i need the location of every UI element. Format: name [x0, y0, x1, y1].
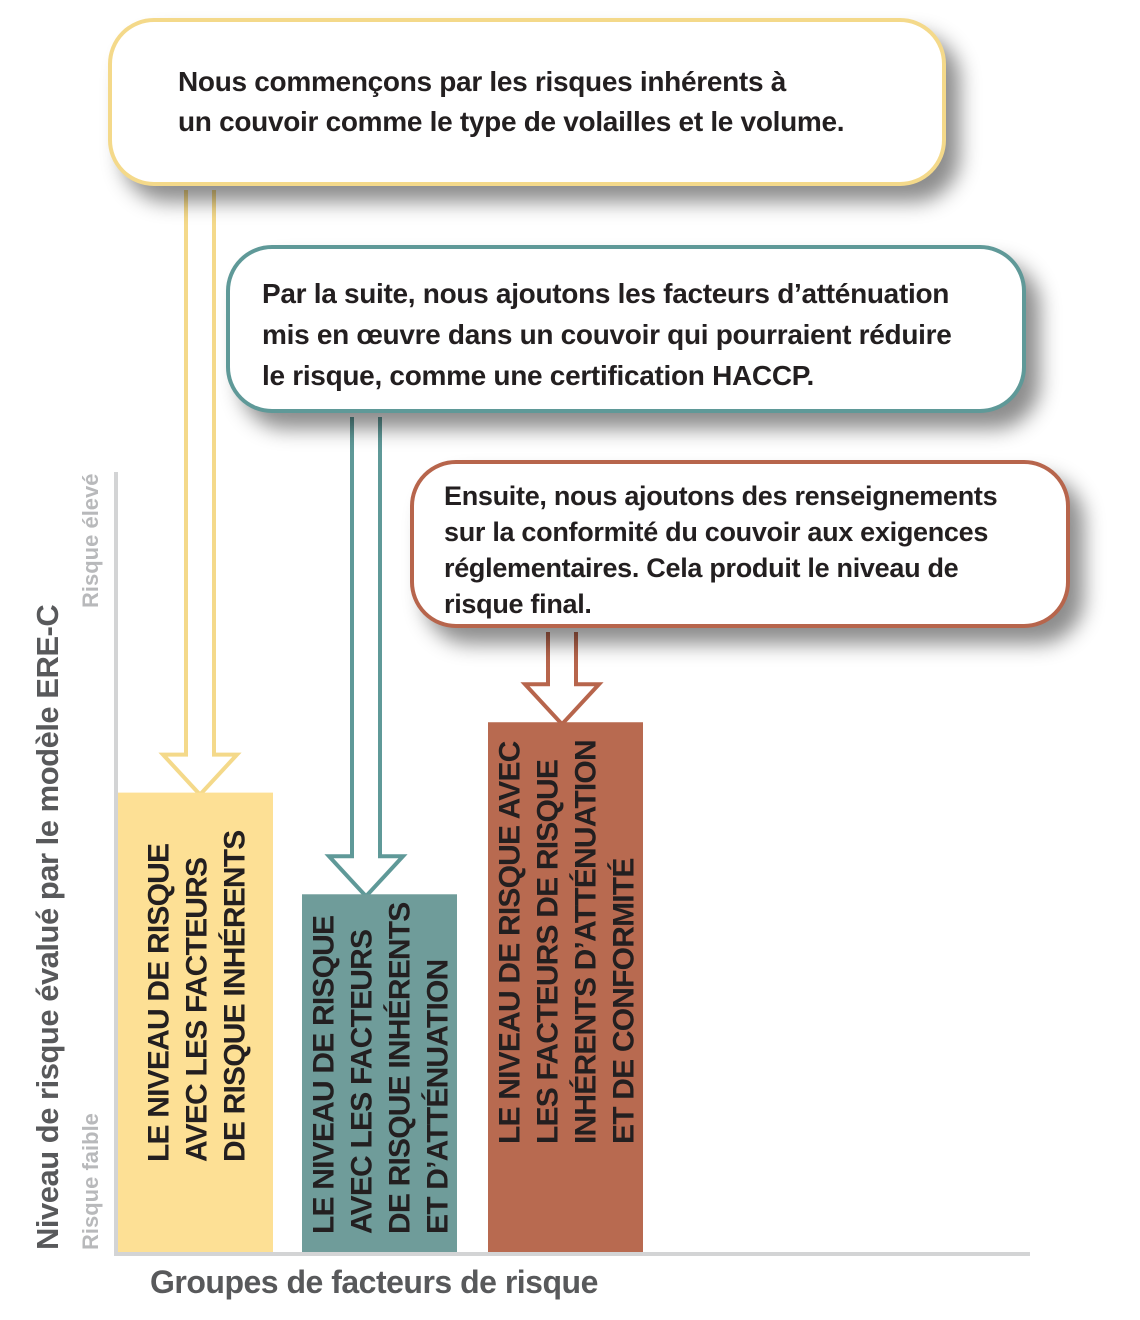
x-axis-title: Groupes de facteurs de risque: [150, 1264, 598, 1300]
bar-2-label-line-1: LE NIVEAU DE RISQUE: [307, 915, 341, 1234]
bar-3-label-line-4: ET DE CONFORMITÉ: [607, 858, 641, 1144]
bar-3-label-line-1: LE NIVEAU DE RISQUE AVEC: [493, 741, 527, 1144]
callout-3-line-4: risque final.: [444, 589, 592, 619]
callout-1-line-2: un couvoir comme le type de volailles et le volume.: [178, 106, 845, 137]
bar-3-label-line-3: INHÉRENTS D’ATTÉNUATION: [569, 740, 603, 1144]
y-low-label: Risque faible: [78, 1113, 103, 1250]
callout-1-line-1: Nous commençons par les risques inhérents à: [178, 66, 786, 97]
bar-2-label-line-3: DE RISQUE INHÉRENTS: [383, 902, 417, 1234]
arrow-1: [163, 190, 237, 795]
callout-2-line-3: le risque, comme une certification HACCP.: [262, 360, 815, 391]
callout-3-line-1: Ensuite, nous ajoutons des renseignements: [444, 481, 998, 511]
bar-2-label-line-2: AVEC LES FACTEURS: [345, 929, 379, 1234]
y-axis-title: Niveau de risque évalué par le modèle ERE-C: [30, 604, 65, 1250]
callout-mitigation: [226, 245, 1026, 413]
callout-2-line-1: Par la suite, nous ajoutons les facteurs d’atténuation: [262, 278, 950, 309]
callout-3-line-2: sur la conformité du couvoir aux exigences: [444, 517, 989, 547]
arrow-3: [525, 632, 599, 724]
arrow-2: [329, 417, 403, 896]
bar-label-1: [143, 830, 252, 1162]
callout-inherent-risk: [108, 18, 946, 186]
bar-1-label-line-2: AVEC LES FACTEURS: [180, 857, 214, 1162]
callout-2-line-2: mis en œuvre dans un couvoir qui pourraient réduire: [262, 319, 952, 350]
callout-compliance: [410, 460, 1070, 628]
bar-3-label-line-2: LES FACTEURS DE RISQUE: [531, 759, 565, 1144]
bar-1-label-line-1: LE NIVEAU DE RISQUE: [142, 843, 176, 1162]
bar-1-label-line-3: DE RISQUE INHÉRENTS: [218, 830, 252, 1162]
bar-2-label-line-4: ET D’ATTÉNUATION: [421, 959, 455, 1234]
y-high-label: Risque élevé: [78, 473, 103, 608]
callout-3-line-3: réglementaires. Cela produit le niveau de: [444, 553, 959, 583]
